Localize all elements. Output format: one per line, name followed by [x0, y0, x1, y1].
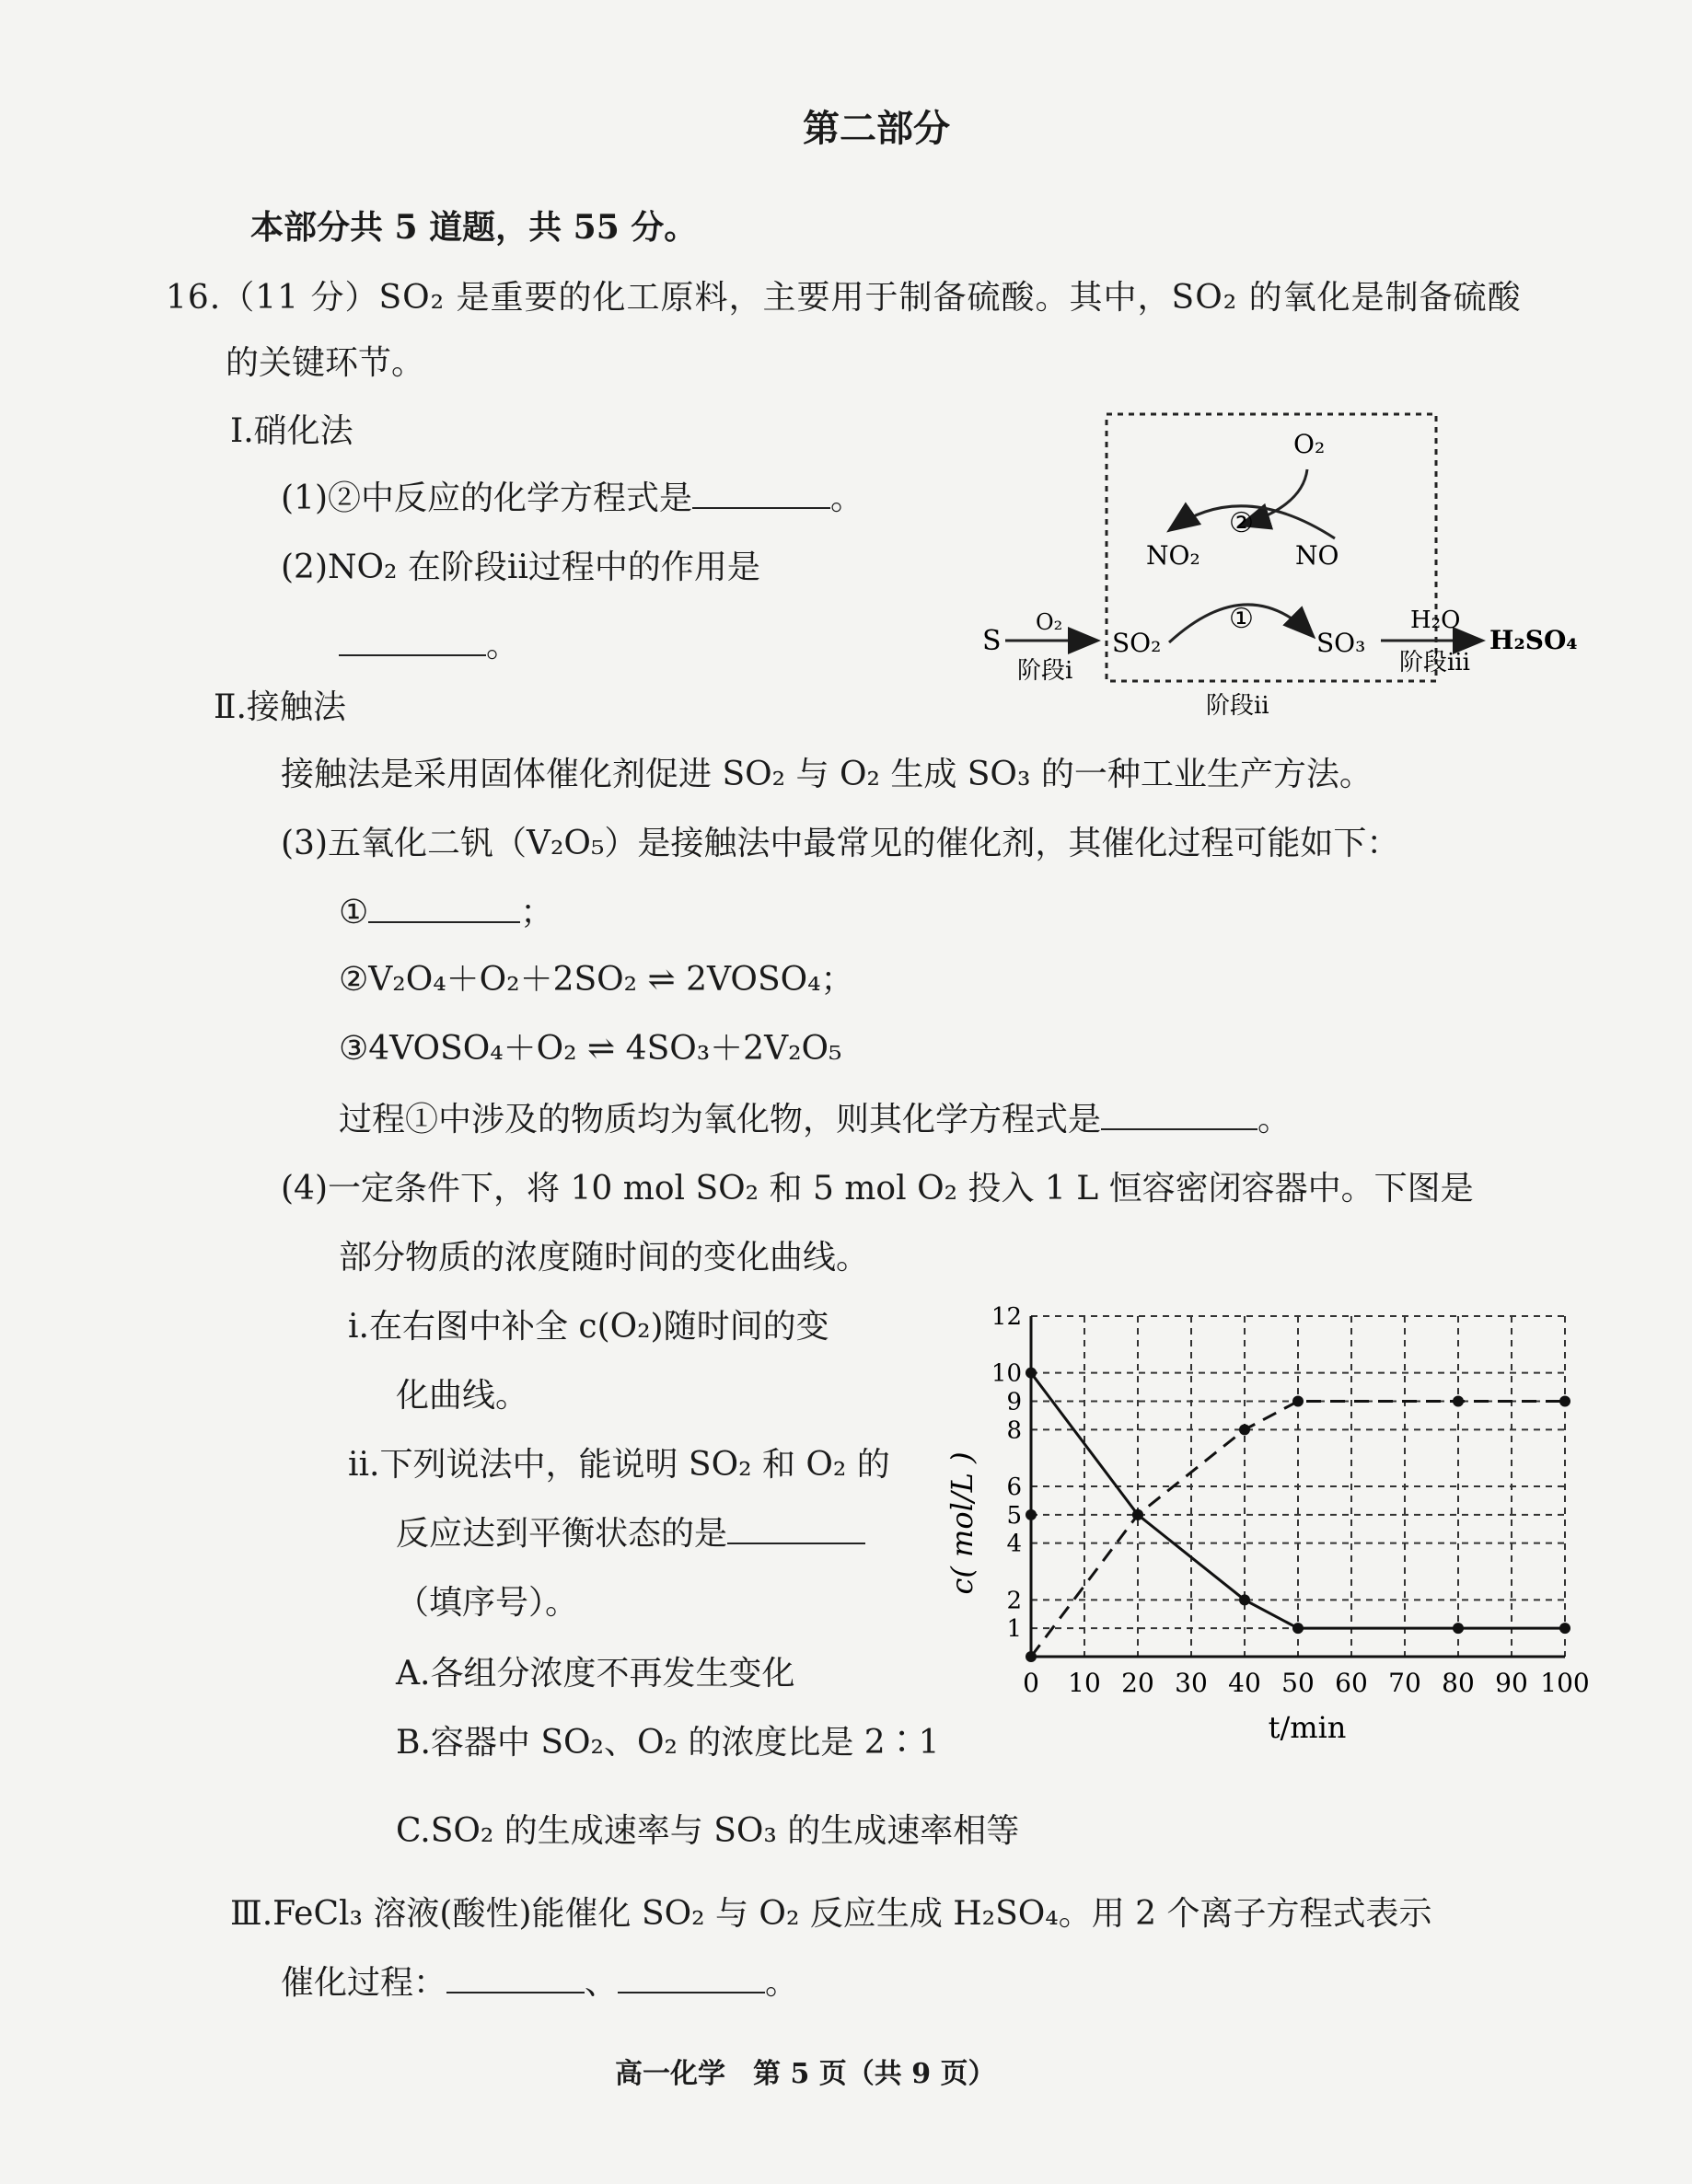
q4-line1: (4)一定条件下，将 10 mol SO₂ 和 5 mol O₂ 投入 1 L 恒容密闭容器中。下图是 — [281, 1170, 1474, 1208]
q4ii-line1: ⅱ.下列说法中，能说明 SO₂ 和 O₂ 的 — [348, 1446, 890, 1484]
x-tick-label: 10 — [1068, 1668, 1101, 1698]
q1-text: (1)②中反应的化学方程式是 — [281, 480, 692, 517]
x-tick-label: 0 — [1023, 1668, 1039, 1698]
q4ii-answer-blank[interactable] — [727, 1515, 865, 1544]
option-b: B.容器中 SO₂、O₂ 的浓度比是 2∶1 — [396, 1724, 940, 1762]
section-1-title: Ⅰ.硝化法 — [230, 412, 353, 450]
x-tick-label: 80 — [1442, 1668, 1475, 1698]
data-point — [1559, 1396, 1570, 1407]
x-tick-label: 100 — [1540, 1668, 1590, 1698]
x-tick-label: 60 — [1335, 1668, 1368, 1698]
q3-step1-end: ； — [520, 894, 554, 931]
data-point — [1026, 1651, 1037, 1662]
circle-1-label: ① — [1229, 603, 1254, 635]
ionic-eq-blank-1[interactable] — [446, 1964, 585, 1993]
q4ii-line2 — [396, 1514, 865, 1554]
y-tick-label: 5 — [1006, 1501, 1022, 1530]
y-tick-label: 1 — [1006, 1615, 1022, 1644]
part-intro: 本部分共 5 道题，共 55 分。 — [250, 208, 698, 247]
section-3-sep: 、 — [585, 1964, 619, 2002]
q3-step3: ③4VOSO₄＋O₂ ⇌ 4SO₃＋2V₂O₅ — [339, 1030, 842, 1068]
q2-line — [339, 626, 519, 666]
section-3-prompt: 催化过程： — [281, 1964, 447, 2002]
q3-ask-end: 。 — [1257, 1101, 1292, 1138]
x-tick-label: 30 — [1175, 1668, 1208, 1698]
y-tick-label: 2 — [1006, 1587, 1022, 1615]
q1-answer-blank[interactable] — [692, 480, 830, 509]
y-tick-label: 10 — [991, 1359, 1022, 1388]
q3-ask-line — [339, 1100, 1291, 1140]
q3-step1-blank[interactable] — [368, 894, 520, 923]
q4ii-text: 反应达到平衡状态的是 — [396, 1515, 728, 1553]
o2-top-label: O₂ — [1293, 429, 1326, 459]
y-axis-label: c( mol/L ) — [945, 1451, 979, 1595]
data-point — [1559, 1623, 1570, 1634]
q2-end: 。 — [486, 627, 520, 664]
concentration-time-chart — [939, 1288, 1602, 1749]
x-tick-label: 70 — [1388, 1668, 1421, 1698]
data-point — [1453, 1396, 1464, 1407]
no2-label: NO₂ — [1146, 540, 1200, 571]
q2-text: (2)NO₂ 在阶段ⅱ过程中的作用是 — [281, 549, 760, 586]
q3-text: (3)五氧化二钒（V₂O₅）是接触法中最常见的催化剂，其催化过程可能如下： — [281, 825, 1400, 862]
q4ii-line3: （填序号）。 — [396, 1584, 579, 1622]
page-footer: 高一化学 第 5 页（共 9 页） — [615, 2058, 996, 2090]
option-c: C.SO₂ 的生成速率与 SO₃ 的生成速率相等 — [396, 1812, 1020, 1850]
q3-step1-line — [339, 893, 553, 933]
q4-line2: 部分物质的浓度随时间的变化曲线。 — [339, 1239, 870, 1277]
x-tick-label: 90 — [1495, 1668, 1528, 1698]
y-tick-label: 8 — [1006, 1416, 1022, 1445]
h2so4-label: H₂SO₄ — [1489, 625, 1578, 655]
q16-stem-line2: 的关键环节。 — [226, 344, 425, 382]
q4i-line1: ⅰ.在右图中补全 c(O₂)随时间的变 — [348, 1308, 829, 1346]
y-tick-label: 4 — [1006, 1530, 1022, 1558]
nitration-diagram — [967, 396, 1602, 727]
q2-answer-blank[interactable] — [339, 627, 486, 656]
data-point — [1132, 1509, 1143, 1520]
h2o-label: H₂O — [1410, 607, 1461, 634]
so2-label: SO₂ — [1112, 628, 1162, 658]
circle-2-label: ② — [1229, 507, 1254, 539]
q1-line — [281, 479, 863, 519]
data-point — [1292, 1623, 1304, 1634]
y-tick-label: 6 — [1006, 1473, 1022, 1501]
stage1-label: 阶段ⅰ — [1017, 657, 1073, 685]
q1-end: 。 — [830, 480, 864, 517]
y-tick-label: 9 — [1006, 1388, 1022, 1416]
x-axis-label: t/min — [1268, 1710, 1347, 1745]
data-point — [1239, 1594, 1250, 1605]
x-tick-label: 50 — [1281, 1668, 1315, 1698]
q3-answer-blank[interactable] — [1101, 1101, 1257, 1130]
data-point — [1026, 1368, 1037, 1379]
stage2-label: 阶段ⅱ — [1206, 692, 1269, 720]
stage3-label: 阶段ⅲ — [1399, 649, 1470, 676]
q4i-line2: 化曲线。 — [396, 1377, 529, 1415]
section-3-line2 — [281, 1963, 798, 2004]
section-3-end: 。 — [765, 1964, 799, 2002]
section-2-title: Ⅱ.接触法 — [214, 688, 346, 726]
s-label: S — [982, 625, 1002, 657]
section-2-intro: 接触法是采用固体催化剂促进 SO₂ 与 O₂ 生成 SO₃ 的一种工业生产方法。 — [281, 756, 1373, 793]
data-point — [1453, 1623, 1464, 1634]
q16-stem-line1: 16.（11 分）SO₂ 是重要的化工原料，主要用于制备硫酸。其中，SO₂ 的氧化是制备硫酸 — [166, 279, 1522, 317]
data-point — [1239, 1424, 1250, 1435]
section-3-line1: Ⅲ.FeCl₃ 溶液(酸性)能催化 SO₂ 与 O₂ 反应生成 H₂SO₄。用 2 个离子方程式表示 — [230, 1895, 1432, 1933]
no-label: NO — [1295, 540, 1339, 571]
data-point — [1026, 1509, 1037, 1520]
x-tick-label: 40 — [1228, 1668, 1261, 1698]
q3-ask: 过程①中涉及的物质均为氧化物，则其化学方程式是 — [339, 1101, 1102, 1138]
data-point — [1292, 1396, 1304, 1407]
ionic-eq-blank-2[interactable] — [618, 1964, 765, 1993]
part-title: 第二部分 — [803, 107, 950, 150]
option-a: A.各组分浓度不再发生变化 — [396, 1655, 795, 1693]
x-tick-label: 20 — [1121, 1668, 1154, 1698]
q3-step1-num: ① — [339, 894, 369, 931]
o2-arrow-label: O₂ — [1036, 609, 1063, 635]
q3-step2: ②V₂O₄＋O₂＋2SO₂ ⇌ 2VOSO₄； — [339, 961, 854, 999]
so3-label: SO₃ — [1316, 628, 1366, 658]
y-tick-label: 12 — [991, 1303, 1022, 1331]
